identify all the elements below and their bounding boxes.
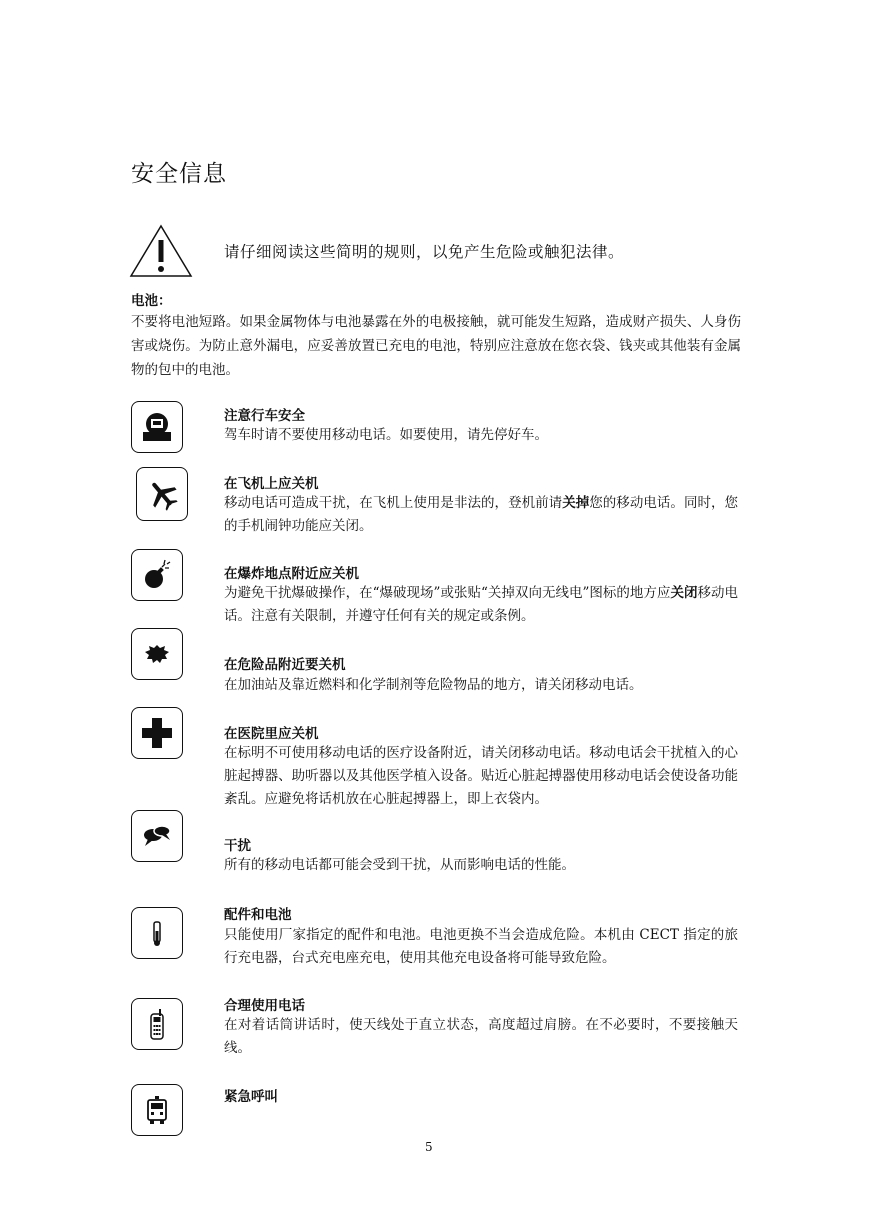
section-title: 合理使用电话 [224,998,305,1014]
airplane-icon [136,467,188,521]
intro-text: 请仔细阅读这些简明的规则，以免产生危险或触犯法律。 [224,243,625,261]
section-title: 注意行车安全 [224,408,305,424]
section-body: 在标明不可使用移动电话的医疗设备附近，请关闭移动电话。移动电话会干扰植入的心脏起搏器、助听器以及其他医学植入设备。贴近心脏起搏器使用移动电话会使设备功能紊乱。应避免将话机放在心脏起搏器上，即上衣袋内。 [224,745,738,807]
section-title: 在危险品附近要关机 [224,657,346,673]
section-body: 为避免干扰爆破操作，在“爆破现场”或张贴“关掉双向无线电”图标的地方应关闭移动电话。注意有关限制，并遵守任何有关的规定或条例。 [224,585,739,624]
battery-heading: 电池： [131,293,172,309]
page-title: 安全信息 [131,161,227,187]
battery-body: 不要将电池短路。如果金属物体与电池暴露在外的电极接触，就可能发生短路，造成财产损失、人身伤害或烧伤。为防止意外漏电，应妥善放置已充电的电池，特别应注意放在您衣袋、钱夹或其他装有金属物的包中的电池。 [131,314,741,378]
section-body: 所有的移动电话都可能会受到干扰，从而影响电话的性能。 [224,857,575,873]
section-title: 在医院里应关机 [224,726,319,742]
hazard-icon [131,628,183,680]
section-body: 驾车时请不要使用移动电话。如要使用，请先停好车。 [224,427,548,443]
emergency-icon [131,1084,183,1136]
section-title: 在爆炸地点附近应关机 [224,566,359,582]
section-title: 在飞机上应关机 [224,476,319,492]
battery-icon [131,907,183,959]
mobile-phone-icon [131,998,183,1050]
section-title: 紧急呼叫 [224,1089,278,1105]
medical-cross-icon [131,707,183,759]
warning-triangle-icon [129,224,193,278]
driving-icon [131,401,183,453]
section-body: 只能使用厂家指定的配件和电池。电池更换不当会造成危险。本机由 CECT 指定的旅行充电器，台式充电座充电，使用其他充电设备将可能导致危险。 [224,927,738,966]
interference-icon [131,810,183,862]
bomb-icon [131,549,183,601]
section-title: 配件和电池 [224,907,292,923]
section-body: 移动电话可造成干扰，在飞机上使用是非法的，登机前请关掉您的移动电话。同时，您的手机闹钟功能应关闭。 [224,495,739,534]
section-body: 在对着话筒讲话时，使天线处于直立状态，高度超过肩膀。在不必要时，不要接触天线。 [224,1017,738,1056]
section-title: 干扰 [224,838,251,854]
section-body: 在加油站及靠近燃料和化学制剂等危险物品的地方，请关闭移动电话。 [224,677,643,693]
page-number: 5 [425,1140,433,1154]
